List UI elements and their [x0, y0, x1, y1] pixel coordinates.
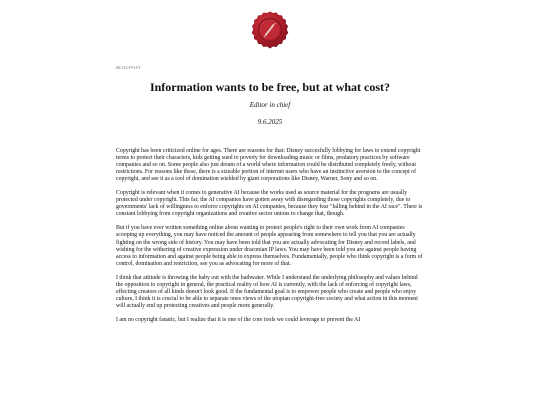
article-paragraph: I am no copyright fanatic, but I realize that it is one of the core tools we could leverage to prevent the AI [116, 316, 361, 323]
article-paragraph: I think that attitude is throwing the baby out with the bathwater. While I understand the underlying philosophy and values behind the opposition to copyright in general, the practical reality of how AI is currently, with the lack of enforcing of copyright laws, effecting creators of all kinds doesn't look good. If the fundamental goal is to empower people who create and people who enjoy culture, I think it is crucial to be able to separate ones views of the utopian copyright-free society and what action in this moment will actually end up protecting creatives and people more generally. [116, 274, 418, 309]
post-title: Information wants to be free, but at what cost? [149, 80, 391, 94]
post-author: Editor in chief [249, 101, 291, 109]
post-category: BLOGPOST [116, 65, 141, 70]
article-body [116, 148, 424, 331]
wax-seal-icon [250, 10, 290, 50]
article-paragraph: Copyright is relevant when it comes to generative AI because the works used as source material for the programs are usually protected under copyright. This far, the AI companies have gotten away with disregarding those copyrights completely, due to governments' lack of willingness to enforce copyrights on AI companies, because they fear "falling behind in the AI race". There is constant lobbying from copyright organizations and creative sector unions to change that, though. [116, 190, 423, 218]
article-paragraph: Copyright has been criticized online for ages. There are reasons for that: Disney succesfully lobbying for laws to extend copyright terms to protect their characters, kids getting sued to poverty for downloading music or films, predatory practices by software companies and so on. Some people also just dream of a world where information could be distributed completely freely, without restrictions. For reasons like these, there is a sizeable portion of internet users who have an instinctive aversion to the concept of copyright, and see it as a tool of domination wielded by giant corporations like Disney, Warner, Sony and so on. [116, 148, 421, 183]
post-date: 9.6.2025 [257, 118, 283, 126]
article-paragraph: But if you have ever written something online about wanting to protect people's right to their own work from AI companies scooping up everything, you may have noticed the amount of people appearing from somewhere to tell you that you are actually fighting on the wrong side of history. You may have been told that you are actually advocating for Disney and record labels, and wishing for the withering of creative expression under draconian IP laws. You may have been told you are against people having access to information and against people being able to express themselves. Fundamentally, people who think copyright is a form of control, domination and restriction, see you as advocating for more of that. [116, 225, 423, 267]
